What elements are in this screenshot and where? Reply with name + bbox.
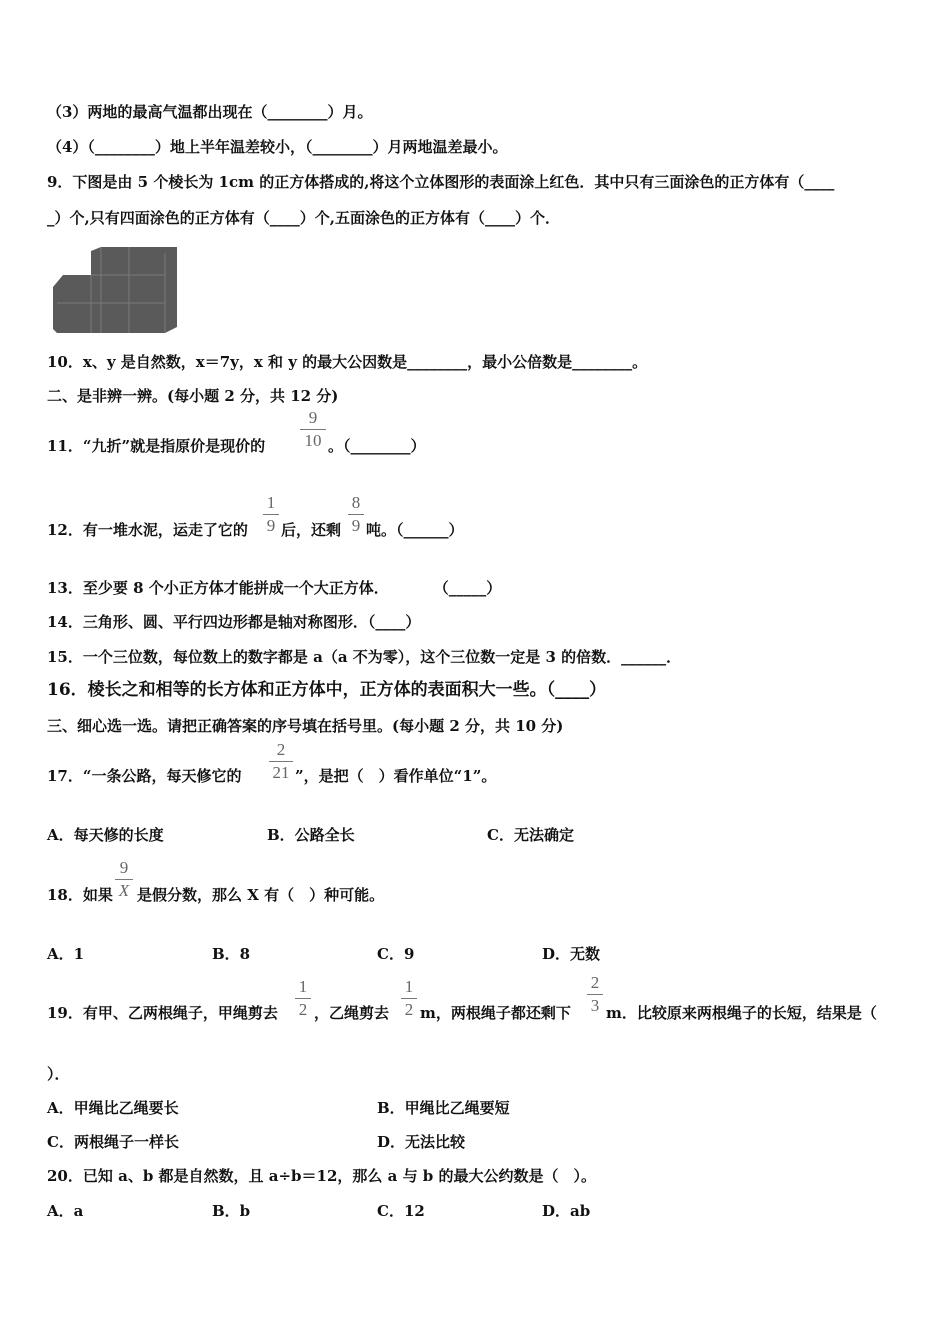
q12-text-2: 后，还剩 [281,521,342,539]
q19-option-b: B．甲绳比乙绳要短 [377,1099,510,1117]
section-3-heading: 三、细心选一选。请把正确答案的序号填在括号里。(每小题 2 分，共 10 分) [47,717,564,735]
fraction-9-10: 9 10 [300,408,326,451]
q17-option-c: C．无法确定 [487,826,574,844]
q11-answer: 。（________） [328,437,426,455]
q12-text: 12．有一堆水泥，运走了它的 [47,521,248,539]
fraction-1-9: 1 9 [263,493,279,536]
q19-option-d: D．无法比较 [377,1133,466,1151]
q8-part4: （4）（________）地上半年温差较小，（________）月两地温差最小。 [47,138,508,156]
q13: 13．至少要 8 个小正方体才能拼成一个大正方体． （_____） [47,579,502,597]
cube-figure [53,247,177,333]
q18-option-d: D．无数 [542,945,601,963]
q15: 15．一个三位数，每位数上的数字都是 a（a 不为零），这个三位数一定是 3 的倍数．______． [47,648,682,666]
q17-text: 17．“一条公路，每天修它的 [47,767,242,785]
fraction-2-3: 2 3 [587,973,603,1016]
q19-text-4: m．比较原来两根绳子的长短，结果是（ [606,1004,877,1022]
fraction-8-9: 8 9 [348,493,364,536]
q20: 20．已知 a、b 都是自然数，且 a÷b＝12，那么 a 与 b 的最大公约数是（ ）。 [47,1167,596,1185]
q9-line2: _）个,只有四面涂色的正方体有（____）个,五面涂色的正方体有（____）个． [47,209,560,227]
q19-text-5: ）． [47,1065,70,1083]
q19-text: 19．有甲、乙两根绳子，甲绳剪去 [47,1004,278,1022]
q20-option-d: D．ab [542,1202,591,1220]
fraction-2-21: 2 21 [269,740,293,783]
q20-option-a: A．a [47,1202,84,1220]
fraction-1-2-a: 1 2 [295,977,311,1020]
q10: 10．x、y 是自然数，x＝7y，x 和 y 的最大公因数是________，最小公倍数是________。 [47,353,648,371]
q19-text-3: m，两根绳子都还剩下 [420,1004,571,1022]
q16: 16．棱长之和相等的长方体和正方体中，正方体的表面积大一些。（____） [47,680,607,700]
q19-option-c: C．两根绳子一样长 [47,1133,179,1151]
q12-answer: 吨。（______） [366,521,464,539]
q20-option-b: B．b [212,1202,251,1220]
q19-option-a: A．甲绳比乙绳要长 [47,1099,179,1117]
q14: 14．三角形、圆、平行四边形都是轴对称图形．（____） [47,613,421,631]
section-2-heading: 二、是非辨一辨。(每小题 2 分，共 12 分) [47,387,339,405]
q17-text-2: ”，是把（ ）看作单位“1”。 [295,767,497,785]
q18-option-b: B．8 [212,945,251,963]
q11-text: 11．“九折”就是指原价是现价的 [47,437,266,455]
q18-option-c: C．9 [377,945,415,963]
q17-option-b: B．公路全长 [267,826,355,844]
q8-part3: （3）两地的最高气温都出现在（________）月。 [47,103,373,121]
fraction-1-2-b: 1 2 [401,977,417,1020]
q20-option-c: C．12 [377,1202,425,1220]
q18-text: 18．如果 [47,886,113,904]
fraction-9-x: 9 X [115,858,133,901]
q19-text-2: ，乙绳剪去 [314,1004,390,1022]
q17-option-a: A．每天修的长度 [47,826,164,844]
cube-shape [53,247,177,333]
q18-option-a: A．1 [47,945,85,963]
q9-line1: 9．下图是由 5 个棱长为 1cm 的正方体搭成的,将这个立体图形的表面涂上红色．其中只有三面涂色的正方体有（____ [47,173,835,191]
q18-text-2: 是假分数，那么 X 有（ ）种可能。 [137,886,385,904]
